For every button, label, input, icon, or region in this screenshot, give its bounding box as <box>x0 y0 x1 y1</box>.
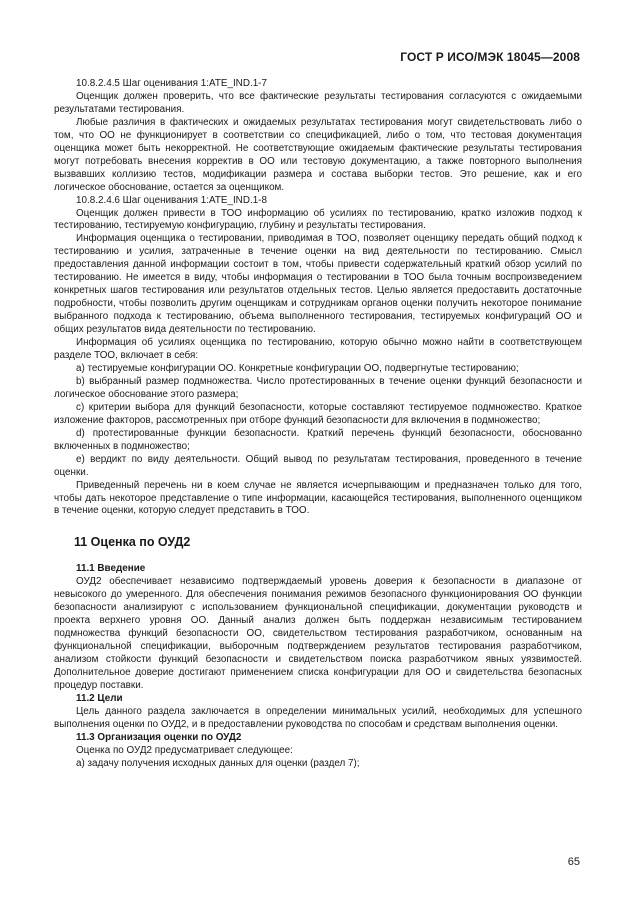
list-item-b: b) выбранный размер подмножества. Число протестированных в течение оценки функций безопасности и логическое обоснование этого размера; <box>54 375 582 400</box>
subsection-heading-intro: 11.1 Введение <box>76 563 146 575</box>
paragraph: Цель данного раздела заключается в определении минимальных усилий, необходимых для успешного выполнения оценки по ОУД2, и в предоставлении руководства по способам и средствам выполнения оценки. <box>54 705 582 730</box>
paragraph: Любые различия в фактических и ожидаемых результатах тестирования могут свидетельствовать либо о том, что ОО не функционирует в соответствии со спецификацией, либо о том, что тестовая документация оценщика может быть некорректной. Не соответствующие ожидаемым фактические результаты тестирования могут потребовать внесения корректив в ОО или тестовую документацию, а также повторного выполнения вызвавших коллизию тестов, модификации размера и состава выборки тестов. Это решение, как и его логическое обоснование, остается за оценщиком. <box>54 116 582 193</box>
paragraph: Оценщик должен привести в ТОО информацию об усилиях по тестированию, кратко изложив подход к тестированию, тестируемую конфигурацию, глубину и результаты тестирования. <box>54 207 582 232</box>
paragraph: Информация об усилиях оценщика по тестированию, которую обычно можно найти в соответствующем разделе ТОО, включает в себя: <box>54 337 582 362</box>
paragraph: Оценка по ОУД2 предусматривает следующее: <box>76 744 293 756</box>
list-item-d: d) протестированные функции безопасности. Краткий перечень функций безопасности, обоснованно включенных в подмножество; <box>54 427 582 452</box>
page-body <box>54 78 582 771</box>
list-item-e: e) вердикт по виду деятельности. Общий вывод по результатам тестирования, проведенного в течение оценки. <box>54 453 582 478</box>
paragraph: Информация оценщика о тестировании, приводимая в ТОО, позволяет оценщику передать общий подход к тестированию и усилия, затраченные в течение оценки на вид деятельности по тестированию. Смысл предоставления данной информации состоит в том, чтобы привести содержательный краткий обзор усилий по тестированию. Не имеется в виду, чтобы информация о тестировании в ТОО была точным воспроизведением конкретных шагов тестирования или результатов отдельных тестов. Целью является предоставить достаточные подробности, чтобы позволить другим оценщикам и сотрудникам органов оценки получить некоторое понимание выбранного подхода к тестированию, объема выполненного тестирования, тестируемых конфигураций ОО и общих результатов вида деятельности по тестированию. <box>54 233 582 336</box>
list-item-c: c) критерии выбора для функций безопасности, которые составляют тестируемое подмножество. Краткое изложение факторов, рассмотренных при отборе функций безопасности для включения в подмножество; <box>54 401 582 426</box>
paragraph: Приведенный перечень ни в коем случае не является исчерпывающим и предназначен только для того, чтобы дать некоторое представление о типе информации, касающейся тестирования, выполненного оценщиком в течение оценки, которую следует представить в ТОО. <box>54 479 582 517</box>
subsection-heading-goals: 11.2 Цели <box>76 692 123 704</box>
list-item-a: a) тестируемые конфигурации ОО. Конкретные конфигурации ОО, подвергнутые тестированию; <box>76 362 519 374</box>
subsection-heading-organization: 11.3 Организация оценки по ОУД2 <box>76 731 242 743</box>
step-heading-1-8: 10.8.2.4.6 Шаг оценивания 1:ATE_IND.1-8 <box>76 194 267 206</box>
section-heading: 11 Оценка по ОУД2 <box>74 535 191 550</box>
step-heading-1-7: 10.8.2.4.5 Шаг оценивания 1:ATE_IND.1-7 <box>76 78 267 89</box>
page-number: 65 <box>567 856 580 868</box>
running-header: ГОСТ Р ИСО/МЭК 18045—2008 <box>400 50 580 64</box>
list-item-a: а) задачу получения исходных данных для оценки (раздел 7); <box>76 757 360 769</box>
paragraph: Оценщик должен проверить, что все фактические результаты тестирования согласуются с ожидаемыми результатами тестирования. <box>54 90 582 115</box>
paragraph: ОУД2 обеспечивает независимо подтверждаемый уровень доверия к безопасности в диапазоне от невысокого до умеренного. Для обеспечения понимания режимов безопасного функционирования ОО функции безопасности анализируют с использованием функциональной спецификации, документации руководств и проекта верхнего уровня ОО. Данный анализ должен быть поддержан независимым тестированием подмножества функций безопасности ОО, свидетельством тестирования разработчиком, основанным на функциональной спецификации, выборочным подтверждением результатов тестирования разработчиком, анализом стойкости функций безопасности и свидетельством поиска разработчиком явных уязвимостей. Дополнительное доверие достигают применением списка конфигурации для ОО и свидетельства безопасных процедур поставки. <box>54 576 582 691</box>
